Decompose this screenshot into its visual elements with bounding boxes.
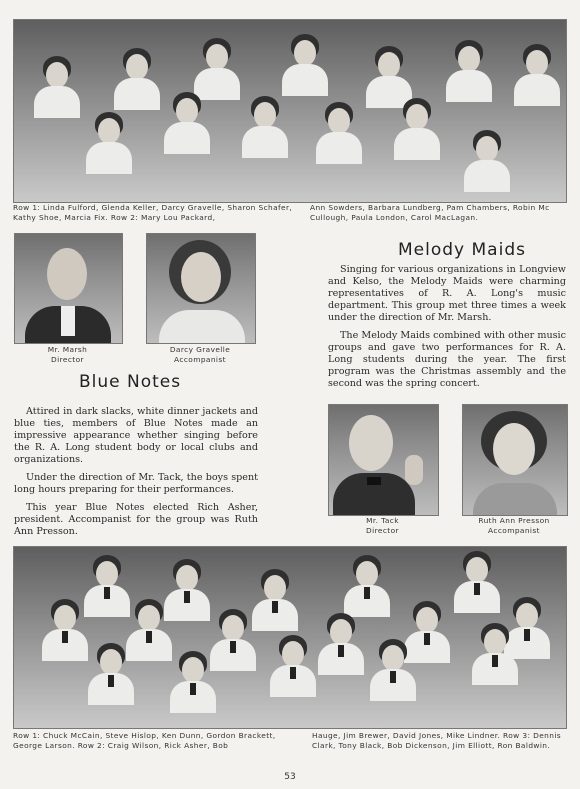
portrait-mr-marsh: [14, 233, 123, 344]
melody-maids-paragraph: Singing for various organizations in Longview and Kelso, the Melody Maids were charming representatives of R. A. Long's music department. This group met three times a week under the direction of Mr. Marsh.: [328, 264, 566, 323]
portrait-caption-darcy-gravelle: [146, 345, 254, 365]
blue-notes-caption-left: Row 1: Chuck McCain, Steve Hislop, Ken Dunn, Gordon Brackett, George Larson. Row 2: Craig Wilson, Rick Asher, Bob: [13, 731, 276, 750]
blue-notes-group-photo: [13, 546, 567, 729]
portrait-caption-mr-marsh: [14, 345, 121, 365]
portrait-role-ruth-ann-presson: Accompanist: [488, 526, 540, 535]
melody-maids-paragraph: The Melody Maids combined with other music groups and gave two performances for R. A. Long students during the year. The first program was the Christmas assembly and the second was the spring concert.: [328, 330, 566, 389]
blue-notes-paragraph: This year Blue Notes elected Rich Asher, president. Accompanist for the group was Ruth Ann Presson.: [14, 502, 258, 537]
melody-maids-caption-right: Ann Sowders, Barbara Lundberg, Pam Chambers, Robin Mc Cullough, Paula London, Carol MacLagan.: [310, 203, 550, 222]
melody-maids-caption-left: Row 1: Linda Fulford, Glenda Keller, Darcy Gravelle, Sharon Schafer, Kathy Shoe, Marcia Fix. Row 2: Mary Lou Packard,: [13, 203, 293, 222]
portrait-name-mr-marsh: Mr. Marsh: [47, 345, 88, 354]
blue-notes-caption-right: Hauge, Jim Brewer, David Jones, Mike Lindner. Row 3: Dennis Clark, Tony Black, Bob Dickenson, Jim Elliott, Ron Baldwin.: [312, 731, 562, 750]
portrait-role-darcy-gravelle: Accompanist: [174, 355, 226, 364]
blue-notes-article: [14, 406, 258, 544]
portrait-caption-ruth-ann-presson: [458, 516, 570, 536]
portrait-role-mr-tack: Director: [366, 526, 399, 535]
blue-notes-paragraph: Under the direction of Mr. Tack, the boys spent long hours preparing for their performances.: [14, 472, 258, 495]
portrait-name-ruth-ann-presson: Ruth Ann Presson: [478, 516, 550, 525]
page-number: 53: [284, 772, 296, 782]
portrait-name-darcy-gravelle: Darcy Gravelle: [169, 345, 231, 354]
portrait-darcy-gravelle: [146, 233, 256, 344]
melody-maids-heading: Melody Maids: [398, 240, 526, 260]
portrait-name-mr-tack: Mr. Tack: [366, 516, 399, 525]
portrait-role-mr-marsh: Director: [51, 355, 84, 364]
melody-maids-group-photo: [13, 19, 567, 203]
melody-maids-article: [328, 264, 566, 396]
portrait-caption-mr-tack: [328, 516, 437, 536]
blue-notes-paragraph: Attired in dark slacks, white dinner jackets and blue ties, members of Blue Notes made an impressive appearance whether singing before the R. A. Long student body or local clubs and organizations.: [14, 406, 258, 465]
portrait-ruth-ann-presson: [462, 404, 568, 516]
blue-notes-heading: Blue Notes: [79, 372, 182, 392]
portrait-mr-tack: [328, 404, 439, 516]
